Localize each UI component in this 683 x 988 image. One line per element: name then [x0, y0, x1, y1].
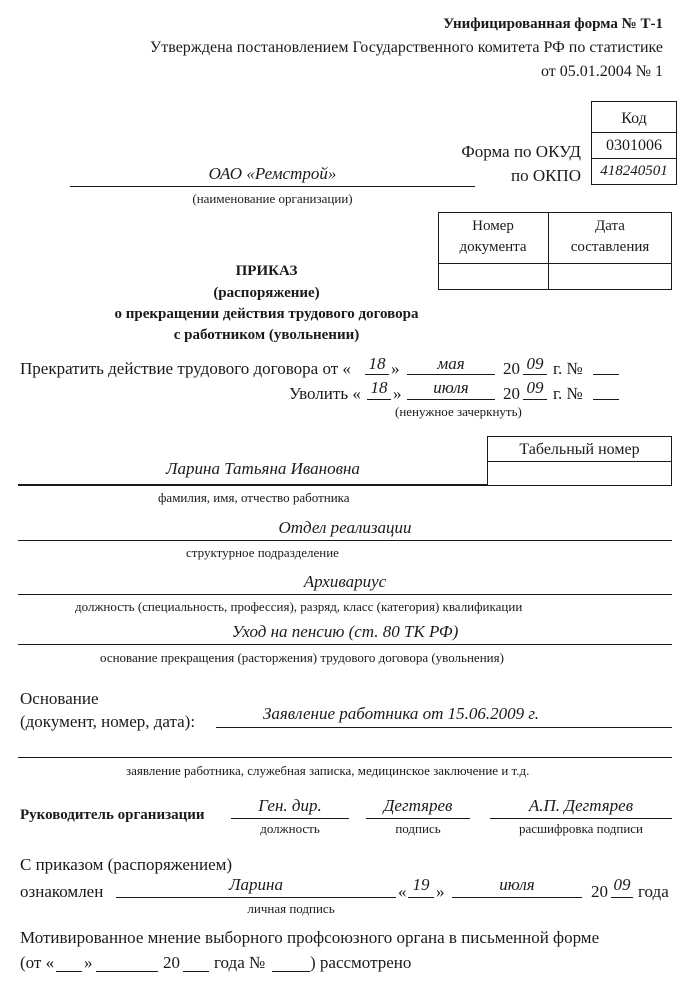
union-from-label: (от «	[20, 953, 55, 972]
dismiss-month: июля	[433, 378, 469, 397]
acquainted-day: 19	[412, 875, 430, 894]
okpo-value: 418240501	[600, 163, 668, 179]
strike-note: (ненужное зачеркнуть)	[395, 404, 522, 419]
union-reviewed: ) рассмотрено	[310, 953, 412, 972]
dismiss-number-blank	[593, 399, 619, 400]
acquainted-label-1: С приказом (распоряжением)	[20, 855, 233, 874]
basis-caption: заявление работника, служебная записка, медицинское заключение и т.д.	[126, 763, 530, 778]
reason-value: Уход на пенсию (ст. 80 ТК РФ)	[231, 622, 459, 641]
underline	[18, 540, 672, 541]
okpo-label: по ОКПО	[510, 166, 581, 185]
acquainted-year-word: года	[638, 882, 669, 901]
dismiss-label: Уволить «	[289, 384, 361, 403]
terminate-year-suffix: 09	[526, 354, 544, 373]
manager-position: Ген. дир.	[258, 796, 322, 815]
employee-name-underline	[18, 484, 488, 486]
basis-label-2: (документ, номер, дата):	[20, 712, 196, 731]
acquainted-quote-close: »	[436, 882, 445, 901]
doc-table-divider	[438, 263, 672, 264]
dismiss-number-label: г. №	[553, 384, 583, 403]
underline	[408, 897, 434, 898]
acquainted-month: июля	[499, 875, 535, 894]
manager-label: Руководитель организации	[20, 807, 205, 823]
union-year-number-label: года №	[214, 953, 266, 972]
dismiss-day: 18	[370, 378, 388, 397]
dismiss-quote-close: »	[393, 384, 402, 403]
employee-name-caption: фамилия, имя, отчество работника	[158, 490, 350, 505]
acquainted-label-2: ознакомлен	[20, 882, 104, 901]
manager-signature-caption: подпись	[395, 821, 441, 836]
underline	[18, 757, 672, 758]
department-value: Отдел реализации	[278, 518, 412, 537]
position-caption: должность (специальность, профессия), разряд, класс (категория) квалификации	[75, 599, 523, 614]
underline	[523, 399, 547, 400]
acquainted-year-prefix: 20	[591, 882, 608, 901]
order-subject-2: с работником (увольнении)	[173, 327, 360, 343]
acquainted-signature: Ларина	[229, 875, 283, 894]
underline	[366, 818, 470, 819]
position-value: Архивариус	[303, 572, 387, 591]
manager-position-caption: должность	[260, 821, 320, 836]
doc-date-header-1: Дата	[595, 218, 625, 234]
acquainted-year-suffix: 09	[613, 875, 631, 894]
acquainted-signature-caption: личная подпись	[247, 901, 335, 916]
underline	[56, 971, 82, 972]
tab-number-label: Табельный номер	[519, 441, 640, 458]
terminate-quote-close: »	[391, 359, 400, 378]
tab-number-divider	[487, 461, 672, 462]
underline	[367, 399, 391, 400]
approved-line: Утверждена постановлением Государственного комитета РФ по статистике	[149, 39, 663, 56]
doc-date-header-2: составления	[570, 239, 650, 255]
dismiss-year-prefix: 20	[503, 384, 520, 403]
underline	[407, 399, 495, 400]
terminate-year-prefix: 20	[503, 359, 520, 378]
organization-caption: (наименование организации)	[192, 191, 353, 206]
doc-number-header-2: документа	[459, 239, 527, 255]
dismiss-year-suffix: 09	[526, 378, 544, 397]
terminate-number-blank	[593, 374, 619, 375]
manager-decoded-caption: расшифровка подписи	[518, 821, 644, 836]
union-year-prefix: 20	[163, 953, 180, 972]
codes-divider	[591, 158, 677, 159]
terminate-label: Прекратить действие трудового договора от «	[20, 359, 351, 378]
union-opinion-line1: Мотивированное мнение выборного профсоюзного органа в письменной форме	[20, 928, 600, 947]
underline	[18, 644, 672, 645]
reason-caption: основание прекращения (расторжения) трудового договора (увольнения)	[100, 650, 504, 665]
underline	[231, 818, 349, 819]
form-title: Унифицированная форма № Т-1	[443, 16, 663, 32]
manager-signature: Дегтярев	[383, 796, 453, 815]
underline	[365, 374, 389, 375]
manager-decoded: А.П. Дегтярев	[528, 796, 634, 815]
organization-name: ОАО «Ремстрой»	[208, 164, 337, 183]
terminate-month: мая	[437, 354, 465, 373]
underline	[116, 897, 396, 898]
order-title: ПРИКАЗ	[235, 263, 298, 279]
approval-date-line: от 05.01.2004 № 1	[540, 63, 663, 80]
underline	[490, 818, 672, 819]
order-subject-1: о прекращении действия трудового договора	[114, 306, 419, 322]
underline	[18, 594, 672, 595]
code-header: Код	[621, 110, 647, 127]
underline	[183, 971, 209, 972]
organization-underline	[70, 186, 475, 187]
underline	[452, 897, 582, 898]
terminate-number-label: г. №	[553, 359, 583, 378]
underline	[272, 971, 310, 972]
acquainted-quote-open: «	[398, 882, 407, 901]
basis-label-1: Основание	[20, 689, 99, 708]
underline	[407, 374, 495, 375]
union-quote-close: »	[84, 953, 93, 972]
underline	[523, 374, 547, 375]
codes-divider	[591, 132, 677, 133]
doc-number-header-1: Номер	[472, 218, 514, 234]
okud-value: 0301006	[606, 137, 662, 154]
underline	[216, 727, 672, 728]
order-subtitle: (распоряжение)	[213, 285, 320, 301]
okud-label: Форма по ОКУД	[461, 142, 581, 161]
terminate-day: 18	[368, 354, 386, 373]
department-caption: структурное подразделение	[186, 545, 339, 560]
underline	[611, 897, 633, 898]
underline	[96, 971, 158, 972]
basis-value: Заявление работника от 15.06.2009 г.	[262, 704, 540, 723]
employee-name: Ларина Татьяна Ивановна	[166, 459, 360, 478]
